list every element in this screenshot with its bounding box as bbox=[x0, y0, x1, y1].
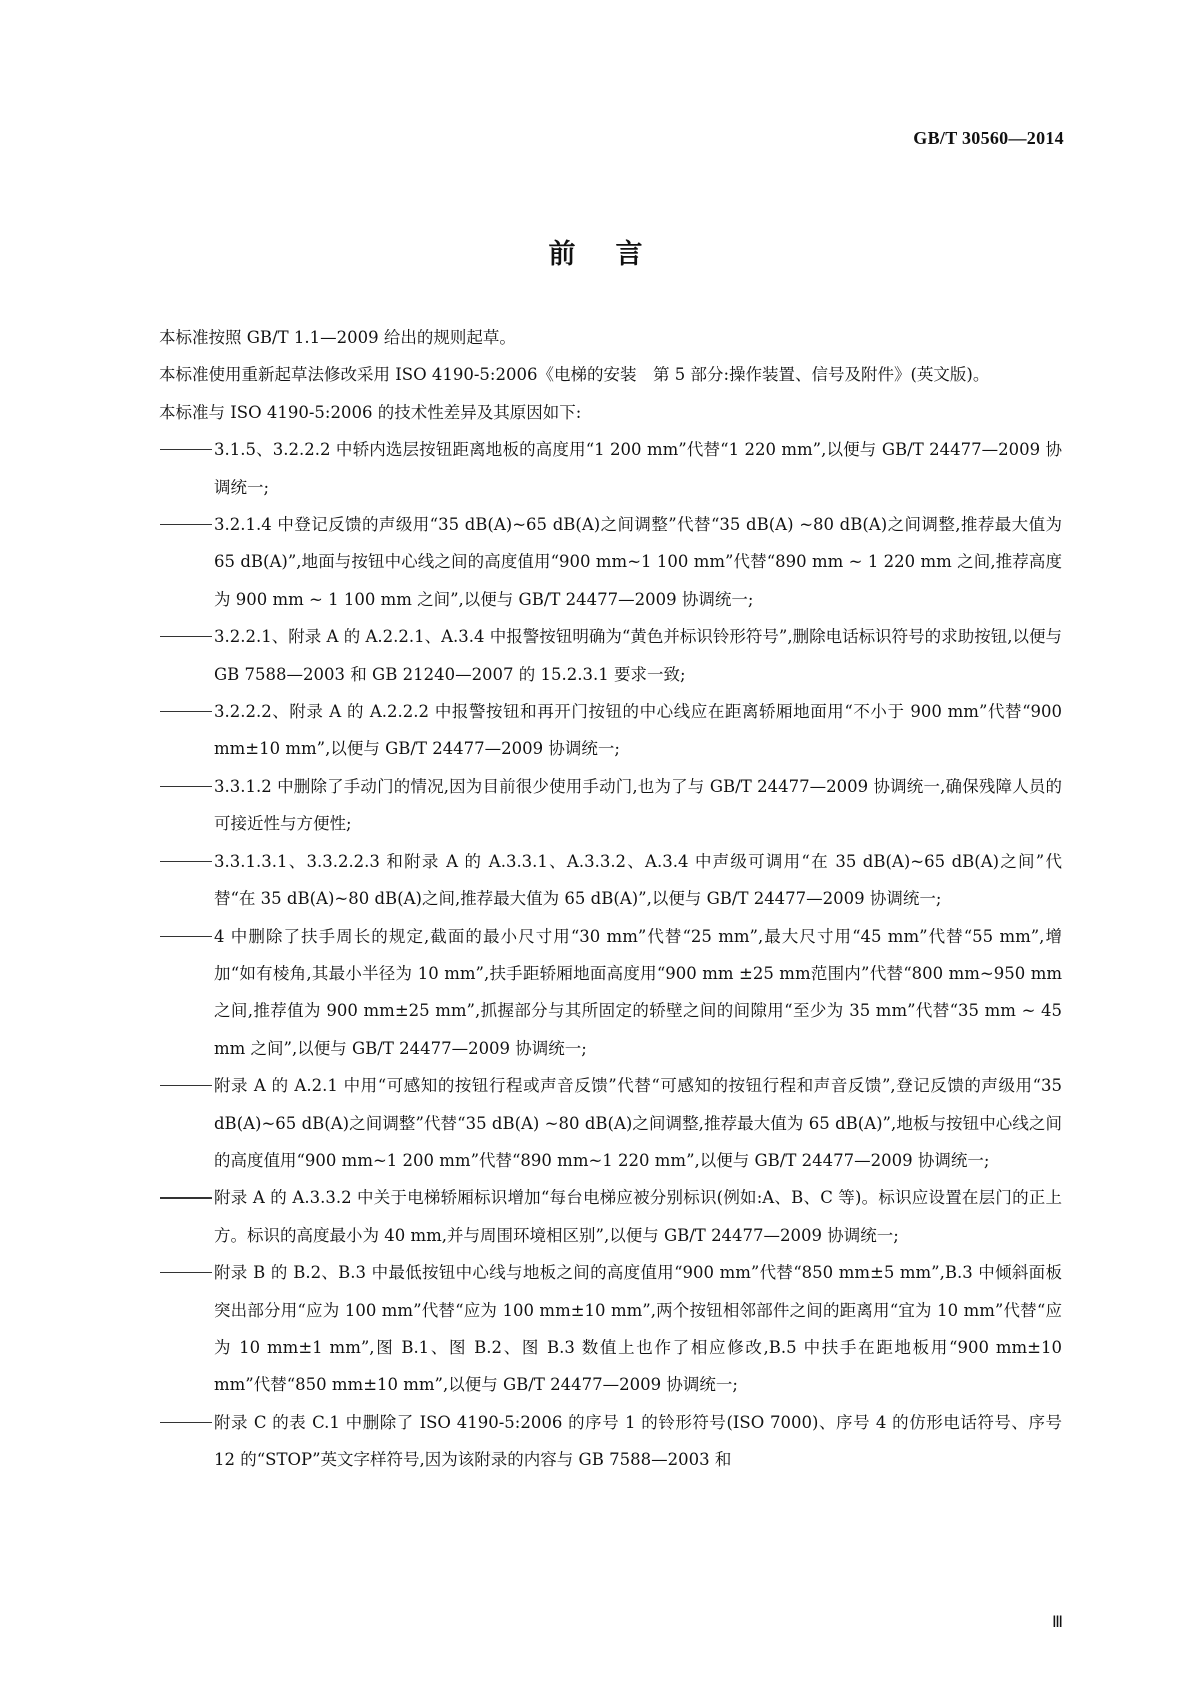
list-item bbox=[125, 431, 1062, 506]
list-item-text: 4 中删除了扶手周长的规定,截面的最小尺寸用“30 mm”代替“25 mm”,最大尺寸用“45 mm”代替“55 mm”,增加“如有棱角,其最小半径为 10 mm”,扶手距轿厢地面高度用“900 mm ±25 mm范围内”代替“800 mm~950 mm 之间,推荐值为 900 mm±25 mm”,抓握部分与其所固定的轿壁之间的间隙用“至少为 35 mm”代替“35 mm ~ 45 mm 之间”,以便与 GB/T 24477—2009 协调统一; bbox=[214, 926, 1062, 1058]
list-item-text: 附录 A 的 A.2.1 中用“可感知的按钮行程或声音反馈”代替“可感知的按钮行程和声音反馈”,登记反馈的声级用“35 dB(A)~65 dB(A)之间调整”代替“35 dB(A) ~80 dB(A)之间调整,推荐最大值为 65 dB(A)”,地板与按钮中心线之间的高度值用“900 mm~1 200 mm”代替“890 mm~1 220 mm”,以便与 GB/T 24477—2009 协调统一; bbox=[214, 1076, 1062, 1170]
list-item bbox=[125, 506, 1062, 618]
list-item bbox=[125, 618, 1062, 693]
list-item-text: 附录 C 的表 C.1 中删除了 ISO 4190-5:2006 的序号 1 的铃形符号(ISO 7000)、序号 4 的仿形电话符号、序号 12 的“STOP”英文字样符号,因为该附录的内容与 GB 7588—2003 和 bbox=[214, 1412, 1062, 1470]
paragraph-differences-intro: 本标准与 ISO 4190-5:2006 的技术性差异及其原因如下: bbox=[159, 402, 582, 422]
standard-code: GB/T 30560—2014 bbox=[913, 128, 1064, 148]
list-item-text: 附录 B 的 B.2、B.3 中最低按钮中心线与地板之间的高度值用“900 mm”代替“850 mm±5 mm”,B.3 中倾斜面板突出部分用“应为 100 mm”代替“应为 100 mm±10 mm”,两个按钮相邻部件之间的距离用“宜为 10 mm”代替“应为 10 mm±1 mm”,图 B.1、图 B.2、图 B.3 数值上也作了相应修改,B.5 中扶手在距地板用“900 mm±10 mm”代替“850 mm±10 mm”,以便与 GB/T 24477—2009 协调统一; bbox=[214, 1263, 1062, 1395]
list-item bbox=[125, 1254, 1062, 1404]
list-item-text: 3.3.1.2 中删除了手动门的情况,因为目前很少使用手动门,也为了与 GB/T 24477—2009 协调统一,确保残障人员的可接近性与方便性; bbox=[214, 776, 1062, 834]
page-title: 前言 bbox=[548, 239, 683, 270]
list-item-text: 3.2.2.2、附录 A 的 A.2.2.2 中报警按钮和再开门按钮的中心线应在距离轿厢地面用“不小于 900 mm”代替“900 mm±10 mm”,以便与 GB/T 24477—2009 协调统一; bbox=[214, 702, 1062, 759]
paragraph-drafting-rules: 本标准按照 GB/T 1.1—2009 给出的规则起草。 bbox=[159, 328, 516, 347]
page-number: Ⅲ bbox=[1051, 1614, 1063, 1631]
list-item bbox=[125, 1404, 1062, 1479]
list-item-text: 3.3.1.3.1、3.3.2.2.3 和附录 A 的 A.3.3.1、A.3.3.2、A.3.4 中声级可调用“在 35 dB(A)~65 dB(A)之间”代替“在 35 dB(A)~80 dB(A)之间,推荐最大值为 65 dB(A)”,以便与 GB/T 24477—2009 协调统一; bbox=[214, 851, 1062, 909]
list-item bbox=[125, 768, 1062, 843]
list-item-text: 附录 A 的 A.3.3.2 中关于电梯轿厢标识增加“每台电梯应被分别标识(例如:A、B、C 等)。标识应设置在层门的正上方。标识的高度最小为 40 mm,并与周围环境相区别”,以便与 GB/T 24477—2009 协调统一; bbox=[214, 1188, 1062, 1245]
list-item bbox=[125, 1067, 1062, 1179]
list-item-text: 3.2.2.1、附录 A 的 A.2.2.1、A.3.4 中报警按钮明确为“黄色并标识铃形符号”,删除电话标识符号的求助按钮,以便与 GB 7588—2003 和 GB 21240—2007 的 15.2.3.1 要求一致; bbox=[214, 627, 1062, 684]
foreword-body bbox=[125, 319, 1062, 1479]
differences-list bbox=[125, 431, 1062, 1478]
paragraph-adoption: 本标准使用重新起草法修改采用 ISO 4190-5:2006《电梯的安装 第 5 部分:操作装置、信号及附件》(英文版)。 bbox=[159, 365, 990, 385]
list-item bbox=[125, 843, 1062, 918]
list-item-text: 3.2.1.4 中登记反馈的声级用“35 dB(A)~65 dB(A)之间调整”代替“35 dB(A) ~80 dB(A)之间调整,推荐最大值为 65 dB(A)”,地面与按钮中心线之间的高度值用“900 mm~1 100 mm”代替“890 mm ~ 1 220 mm 之间,推荐高度为 900 mm ~ 1 100 mm 之间”,以便与 GB/T 24477—2009 协调统一; bbox=[214, 515, 1062, 609]
list-item bbox=[125, 693, 1062, 768]
list-item bbox=[125, 1179, 1062, 1254]
list-item-text: 3.1.5、3.2.2.2 中轿内选层按钮距离地板的高度用“1 200 mm”代替“1 220 mm”,以便与 GB/T 24477—2009 协调统一; bbox=[214, 440, 1062, 497]
list-item bbox=[125, 918, 1062, 1068]
